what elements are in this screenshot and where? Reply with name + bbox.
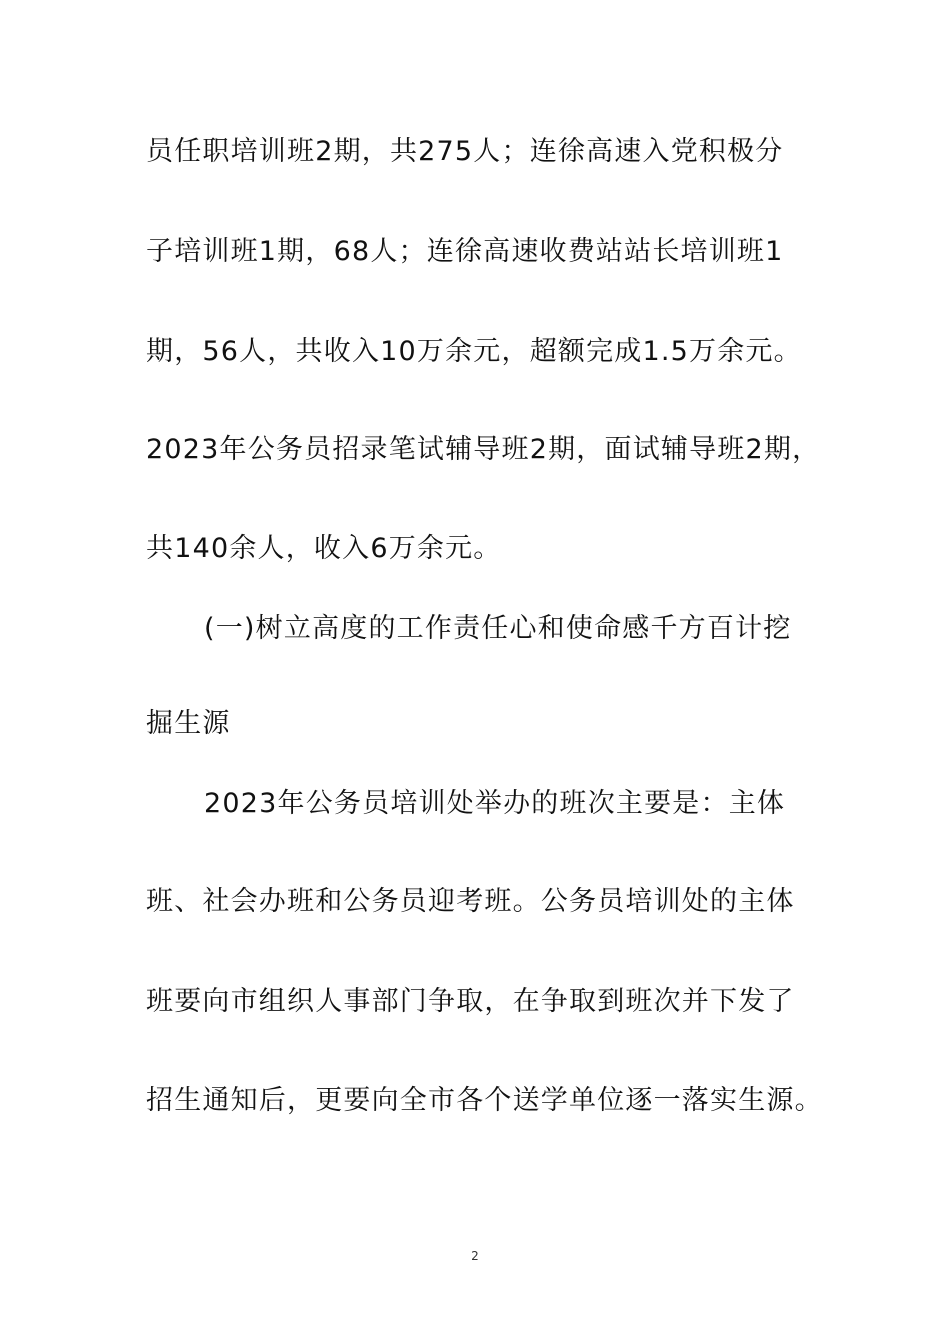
body-text-line: 员任职培训班2期，共275人；连徐高速入党积极分	[146, 136, 784, 167]
body-text-line: 招生通知后，更要向全市各个送学单位逐一落实生源。	[146, 1085, 823, 1116]
body-text-line: 期，56人，共收入10万余元，超额完成1.5万余元。	[146, 336, 802, 367]
body-text-line: 子培训班1期，68人；连徐高速收费站站长培训班1	[146, 236, 784, 267]
body-text-line: 班、社会办班和公务员迎考班。公务员培训处的主体	[146, 886, 795, 917]
body-text-line: 2023年公务员招录笔试辅导班2期，面试辅导班2期，	[146, 434, 821, 465]
body-text-line: 班要向市组织人事部门争取，在争取到班次并下发了	[146, 986, 795, 1017]
body-text-line: 共140余人，收入6万余元。	[146, 533, 502, 564]
section-heading-line: (一)树立高度的工作责任心和使命感千方百计挖	[204, 613, 792, 644]
body-text-line: 2023年公务员培训处举办的班次主要是：主体	[204, 788, 786, 819]
section-heading-line: 掘生源	[146, 708, 231, 739]
page-number: 2	[471, 1249, 479, 1263]
